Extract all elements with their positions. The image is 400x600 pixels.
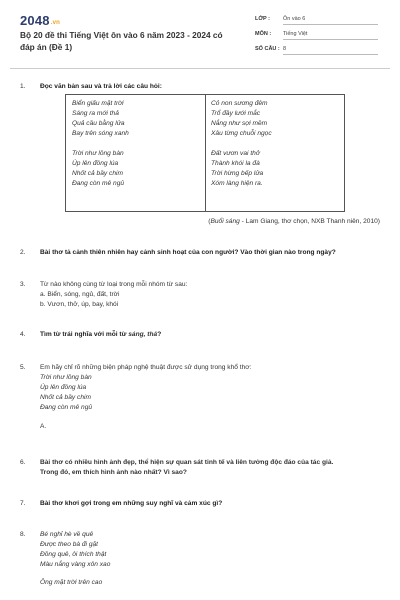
question-number: 6. <box>20 459 26 466</box>
poem-right-column <box>211 99 349 189</box>
poem-line: Úp lên đồng lúa <box>72 160 119 167</box>
question-number: 3. <box>20 281 26 288</box>
poem-line: Đất vươn vai thở <box>211 150 260 157</box>
poem-left-column <box>72 99 210 189</box>
poem-line: Được theo bà đi gặt <box>40 541 99 548</box>
meta-label: MÔN : <box>255 31 272 37</box>
poem-source: (Buổi sáng - Lam Giang, thơ chọn, NXB Thanh niên, 2010) <box>208 218 380 225</box>
source-title: Buổi sáng <box>210 218 240 225</box>
question-text: Bài thơ tả cảnh thiên nhiên hay cảnh sinh hoạt của con người? Vào thời gian nào trong ngày? <box>40 249 336 256</box>
question-text: Đọc văn bản sau và trả lời các câu hỏi: <box>40 83 162 90</box>
question-text: Bài thơ có nhiều hình ảnh đẹp, thể hiện sự quan sát tinh tế và liên tưởng độc đáo của tác giả. <box>40 459 334 466</box>
meta-class-row <box>255 14 380 29</box>
meta-info <box>255 14 380 59</box>
source-detail: - Lam Giang, thơ chọn, NXB Thanh niên, 2010 <box>239 218 378 225</box>
poem-line: Nắng như sợi mềm <box>211 120 268 127</box>
answer-label: A. <box>40 423 47 430</box>
poem-table <box>65 94 345 212</box>
page-header <box>0 0 400 66</box>
poem-line: Đang còn mê ngủ <box>40 404 93 411</box>
poem-line: Xóm làng hiện ra. <box>211 180 263 187</box>
poem-line: Nhốt cả bầy chim <box>72 170 123 177</box>
meta-value: Tiếng Việt <box>283 31 378 40</box>
option-a: a. Biển, sóng, ngủ, đất, trời <box>40 291 120 298</box>
question-number: 4. <box>20 331 26 338</box>
meta-value: Ôn vào 6 <box>283 16 378 25</box>
question-text: Em hãy chỉ rõ những biện pháp nghệ thuật được sử dụng trong khổ thơ: <box>40 364 252 371</box>
question-number: 7. <box>20 500 26 507</box>
poem-line: Nhốt cả bầy chim <box>40 394 91 401</box>
poem-line: Đồng quê, ôi thích thật <box>40 551 107 558</box>
poem-line: Trời như lồng bàn <box>40 374 92 381</box>
option-b: b. Vươn, thở, úp, bay, khói <box>40 301 119 308</box>
poem-line: Trời hừng bếp lửa <box>211 170 264 177</box>
header-divider <box>10 68 390 69</box>
question-text: Tìm từ trái nghĩa với mỗi từ sáng, thả? <box>40 331 162 338</box>
poem-line: Trời như lồng bàn <box>72 150 124 157</box>
meta-label: LỚP : <box>255 16 270 22</box>
poem-line: Biển giấu mặt trời <box>72 100 124 107</box>
poem-line: Bay trên sóng xanh <box>72 130 129 137</box>
poem-line: Trổ đầy lưới mắc <box>211 110 261 117</box>
meta-subject-row <box>255 29 380 44</box>
question-text: Trong đó, em thích hình ảnh nào nhất? Vì sao? <box>40 469 187 476</box>
poem-line: Ông mặt trời trên cao <box>40 579 103 586</box>
meta-value: 8 <box>283 46 378 55</box>
poem-line: Úp lên đồng lúa <box>40 384 87 391</box>
poem-line: Cỏ non sương đêm <box>211 100 268 107</box>
poem-line: Quả cầu bằng lửa <box>72 120 125 127</box>
meta-label: SỐ CÂU : <box>255 46 280 52</box>
poem-line: Bé nghỉ hè về quê <box>40 531 94 538</box>
poem-line: Màu nắng vàng xôn xao <box>40 561 111 568</box>
question-number: 8. <box>20 531 26 538</box>
poem-line: Sáng ra mới thả <box>72 110 119 117</box>
document-title: Bộ 20 đề thi Tiếng Việt ôn vào 6 năm 2023 - 2024 có đáp án (Đề 1) <box>20 30 223 52</box>
poem-line: Đang còn mê ngủ <box>72 180 125 187</box>
poem-line: Xâu từng chuỗi ngọc <box>211 130 272 137</box>
site-logo[interactable]: 2048.vn <box>20 13 61 28</box>
question-number: 1. <box>20 83 26 90</box>
question-number: 2. <box>20 249 26 256</box>
question-number: 5. <box>20 364 26 371</box>
poem-line: Thành khói la đà <box>211 160 260 167</box>
question-text: Từ nào không cùng từ loại trong mỗi nhóm từ sau: <box>40 281 188 288</box>
meta-count-row <box>255 44 380 59</box>
question-text: Bài thơ khơi gợi trong em những suy nghĩ và cảm xúc gì? <box>40 500 223 507</box>
